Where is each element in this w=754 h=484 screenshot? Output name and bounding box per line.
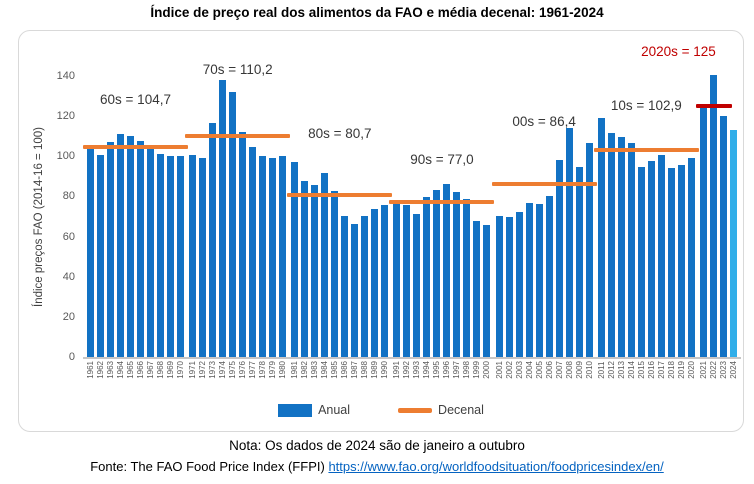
source-line: [0, 459, 754, 474]
year-label-1970: 1970: [176, 361, 185, 379]
year-label-1990: 1990: [380, 361, 390, 379]
bar-1989: [371, 209, 378, 357]
bar-2017: [658, 155, 665, 357]
bar-2006: [546, 196, 553, 357]
bar-2012: [608, 133, 615, 357]
bar-1999: [473, 221, 480, 357]
year-label-2000: 2000: [482, 361, 492, 379]
legend-item-anual: [278, 403, 350, 417]
year-label-2008: 2008: [564, 361, 574, 379]
year-label-1968: 1968: [156, 361, 165, 379]
year-label-1983: 1983: [310, 361, 320, 379]
bar-1987: [351, 224, 358, 357]
year-label-1963: 1963: [106, 361, 115, 379]
year-label-2023: 2023: [718, 361, 728, 379]
legend-item-decenal: [398, 403, 484, 417]
bar-1984: [321, 173, 328, 357]
bar-1990: [381, 205, 388, 357]
year-label-2009: 2009: [574, 361, 584, 379]
bar-2014: [628, 143, 635, 357]
bar-1992: [403, 205, 410, 357]
year-label-1978: 1978: [258, 361, 268, 379]
year-labels-1991s: [393, 361, 490, 379]
bar-2007: [556, 160, 563, 357]
bar-2020: [688, 158, 695, 357]
y-tick-100: 100: [56, 150, 75, 163]
year-label-1962: 1962: [96, 361, 105, 379]
bar-1983: [311, 185, 318, 357]
decade-group-1971s: [189, 62, 286, 357]
year-label-1991: 1991: [392, 361, 402, 379]
year-label-2006: 2006: [544, 361, 554, 379]
y-tick-120: 120: [56, 110, 75, 123]
bar-1965: [127, 136, 134, 357]
year-labels-1961s: [87, 361, 184, 379]
bar-2000: [483, 225, 490, 357]
year-label-2013: 2013: [616, 361, 626, 379]
decade-average-line-1981s: [287, 193, 392, 197]
year-label-1961: 1961: [86, 361, 95, 379]
bar-1997: [453, 192, 460, 357]
decade-average-line-1961s: [83, 145, 188, 149]
bar-1962: [97, 155, 104, 357]
year-label-1966: 1966: [136, 361, 145, 379]
chart-legend: [19, 403, 743, 417]
year-label-1980: 1980: [278, 361, 288, 379]
year-label-1975: 1975: [228, 361, 238, 379]
year-label-2003: 2003: [514, 361, 524, 379]
year-label-1981: 1981: [290, 361, 300, 379]
decade-label-1971s: 70s = 110,2: [202, 62, 273, 77]
year-labels-2011s: [598, 361, 695, 379]
bar-2021: [700, 108, 707, 357]
y-axis-ticks: [47, 31, 75, 431]
year-label-1988: 1988: [360, 361, 370, 379]
bar-2004: [526, 203, 533, 357]
year-labels-2001s: [496, 361, 593, 379]
bar-plot: [87, 44, 737, 357]
bar-2005: [536, 204, 543, 357]
year-label-1998: 1998: [462, 361, 472, 379]
bar-2015: [638, 167, 645, 357]
bar-1963: [107, 142, 114, 357]
year-labels-2021s: [700, 361, 737, 379]
bar-1978: [259, 156, 266, 357]
bar-1966: [137, 141, 144, 357]
bar-1975: [229, 92, 236, 357]
decade-label-2001s: 00s = 86,4: [512, 114, 576, 129]
bar-1993: [413, 214, 420, 357]
bar-1961: [87, 149, 94, 357]
note-text: Nota: Os dados de 2024 são de janeiro a outubro: [229, 438, 525, 453]
decade-group-1991s: [393, 76, 490, 357]
anual-swatch-icon: [278, 404, 312, 417]
bar-2019: [678, 165, 685, 357]
bar-2010: [586, 143, 593, 357]
year-label-1985: 1985: [330, 361, 340, 379]
year-label-1979: 1979: [268, 361, 278, 379]
year-label-2015: 2015: [636, 361, 646, 379]
decade-group-1981s: [291, 76, 388, 357]
year-label-2002: 2002: [504, 361, 514, 379]
year-label-1999: 1999: [472, 361, 482, 379]
decade-average-line-1991s: [389, 200, 494, 204]
year-label-1974: 1974: [218, 361, 228, 379]
bar-2001: [496, 216, 503, 358]
decade-average-line-2001s: [492, 182, 597, 186]
y-tick-140: 140: [56, 70, 75, 82]
legend-label-anual: Anual: [318, 403, 351, 417]
source-prefix: Fonte: The FAO Food Price Index (FFPI): [90, 459, 325, 474]
bar-1974: [219, 80, 226, 357]
bar-1969: [167, 156, 174, 357]
year-label-1992: 1992: [402, 361, 412, 379]
year-label-2010: 2010: [584, 361, 594, 379]
year-label-1965: 1965: [126, 361, 135, 379]
year-label-2005: 2005: [534, 361, 544, 379]
year-label-2024: 2024: [728, 361, 738, 379]
year-label-2022: 2022: [708, 361, 718, 379]
decade-group-1961s: [87, 76, 184, 357]
bar-2009: [576, 167, 583, 357]
bar-2003: [516, 212, 523, 357]
decade-average-line-2021s: [696, 104, 732, 108]
bar-1971: [189, 155, 196, 357]
year-labels-1971s: [189, 361, 286, 379]
decade-label-2011s: 10s = 102,9: [610, 98, 682, 113]
year-label-1973: 1973: [208, 361, 218, 379]
bar-1995: [433, 190, 440, 357]
year-label-1987: 1987: [350, 361, 360, 379]
year-label-1972: 1972: [198, 361, 208, 379]
year-label-2012: 2012: [606, 361, 616, 379]
source-link[interactable]: https://www.fao.org/worldfoodsituation/foodpricesindex/en/: [328, 459, 664, 474]
x-axis-line: [83, 357, 741, 359]
year-label-2016: 2016: [646, 361, 656, 379]
year-label-1971: 1971: [188, 361, 198, 379]
bar-1988: [361, 216, 368, 357]
year-label-2018: 2018: [666, 361, 676, 379]
bar-1964: [117, 134, 124, 357]
year-label-1967: 1967: [146, 361, 155, 379]
year-label-2004: 2004: [524, 361, 534, 379]
bar-2016: [648, 161, 655, 357]
y-axis-title: Índice preços FAO (2014-16 = 100): [33, 127, 45, 307]
decade-label-1981s: 80s = 80,7: [308, 126, 372, 141]
bar-2023: [720, 116, 727, 357]
bar-1998: [463, 199, 470, 357]
year-label-1989: 1989: [370, 361, 380, 379]
year-label-1995: 1995: [432, 361, 442, 379]
bar-2022: [710, 75, 717, 357]
year-label-2021: 2021: [698, 361, 708, 379]
year-label-1994: 1994: [422, 361, 432, 379]
bar-1976: [239, 132, 246, 357]
year-label-1986: 1986: [340, 361, 350, 379]
decade-average-line-2011s: [594, 148, 699, 152]
bar-2018: [668, 168, 675, 357]
bar-1981: [291, 162, 298, 357]
y-tick-80: 80: [62, 190, 75, 203]
chart-area: [18, 30, 744, 432]
year-label-1977: 1977: [248, 361, 258, 379]
year-label-1996: 1996: [442, 361, 452, 379]
y-tick-0: 0: [68, 351, 75, 363]
year-labels-1981s: [291, 361, 388, 379]
year-label-2014: 2014: [626, 361, 636, 379]
y-tick-20: 20: [62, 310, 75, 323]
bar-1982: [301, 181, 308, 357]
bar-2011: [598, 118, 605, 357]
y-tick-40: 40: [62, 270, 75, 283]
bar-1991: [393, 204, 400, 357]
bar-1986: [341, 216, 348, 357]
page-title: Índice de preço real dos alimentos da FAO e média decenal: 1961-2024: [150, 5, 604, 20]
x-axis-labels: [87, 361, 737, 379]
year-label-1964: 1964: [116, 361, 125, 379]
decade-group-2011s: [598, 76, 695, 357]
bar-1970: [177, 156, 184, 357]
bar-1985: [331, 191, 338, 357]
year-label-1982: 1982: [300, 361, 310, 379]
decade-label-1991s: 90s = 77,0: [410, 152, 474, 167]
year-label-1997: 1997: [452, 361, 462, 379]
year-label-2011: 2011: [596, 361, 606, 379]
bar-1996: [443, 184, 450, 357]
decade-label-2021s: 2020s = 125: [641, 44, 716, 59]
year-label-1969: 1969: [166, 361, 175, 379]
bar-1979: [269, 158, 276, 357]
decenal-swatch-icon: [398, 408, 432, 413]
bar-1977: [249, 147, 256, 357]
bar-1973: [209, 123, 216, 357]
bar-2002: [506, 217, 513, 357]
decade-label-1961s: 60s = 104,7: [100, 92, 171, 107]
bar-1972: [199, 158, 206, 357]
bar-2008: [566, 128, 573, 357]
year-label-1993: 1993: [412, 361, 422, 379]
year-label-2019: 2019: [676, 361, 686, 379]
year-label-2020: 2020: [686, 361, 696, 379]
year-label-1976: 1976: [238, 361, 248, 379]
bar-2024: [730, 130, 737, 357]
year-label-2001: 2001: [494, 361, 504, 379]
year-label-2017: 2017: [656, 361, 666, 379]
year-label-1984: 1984: [320, 361, 330, 379]
decade-group-2001s: [496, 76, 593, 357]
bar-2013: [618, 137, 625, 357]
y-tick-60: 60: [62, 230, 75, 243]
bar-1994: [423, 197, 430, 357]
bar-1967: [147, 147, 154, 357]
bar-1980: [279, 156, 286, 357]
bar-1968: [157, 154, 164, 357]
year-label-2007: 2007: [554, 361, 564, 379]
legend-label-decenal: Decenal: [438, 403, 484, 417]
decade-average-line-1971s: [185, 134, 290, 138]
